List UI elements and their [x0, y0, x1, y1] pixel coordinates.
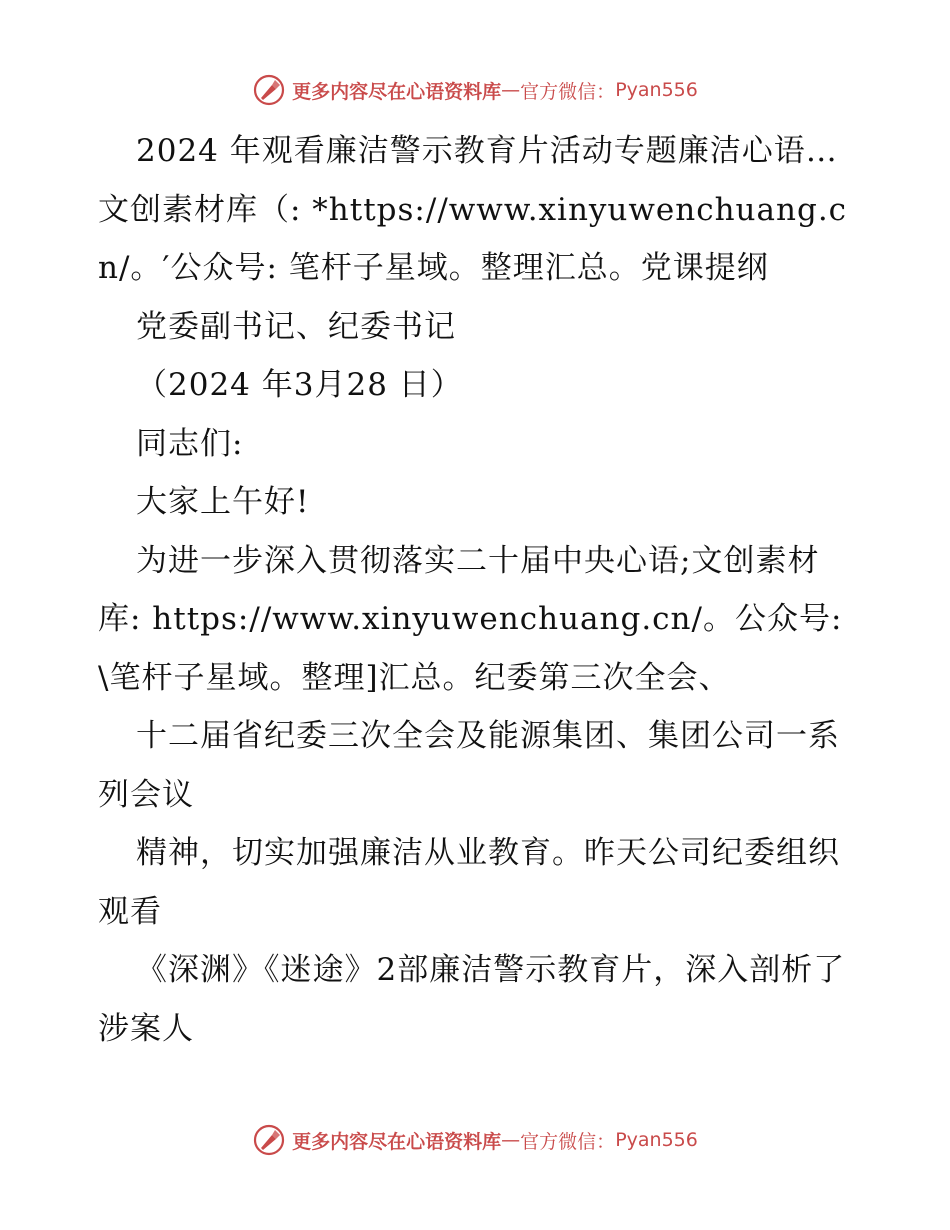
watermark-separator: —: [501, 1129, 521, 1151]
author-line: 党委副书记、纪委书记: [136, 308, 456, 345]
footer-watermark: [0, 1120, 950, 1160]
date-line: （2024 年3月28 日）: [136, 367, 463, 403]
watermark-brand-text: 更多内容尽在心语资料库: [292, 80, 502, 103]
watermark-separator: —: [501, 79, 521, 101]
watermark-brand-text: 更多内容尽在心语资料库: [292, 1130, 502, 1153]
watermark-wechat-label: 官方微信：: [520, 80, 616, 103]
body-paragraph: 为进一步深入贯彻落实二十届中央心语;文创素材库: https://www.xinyuwenchuang.cn/。公众号: \笔杆子星域。整理]汇总。纪委第三次全会、: [98, 542, 843, 696]
watermark-wechat-id: Pyan556: [615, 1129, 698, 1151]
salutation: 同志们:: [136, 425, 244, 462]
pen-nib-logo-icon: [252, 73, 286, 107]
body-paragraph: 《深渊》《迷途》2部廉洁警示教育片，深入剖析了涉案人: [98, 952, 846, 1047]
pen-nib-logo-icon: [252, 1123, 286, 1157]
body-paragraph: 精神，切实加强廉洁从业教育。昨天公司纪委组织观看: [98, 835, 840, 930]
greeting: 大家上午好!: [136, 484, 310, 520]
watermark-wechat-label: 官方微信：: [520, 1130, 616, 1153]
document-title-paragraph: 2024 年观看廉洁警示教育片活动专题廉洁心语…文创素材库（: *https://www.xinyuwenchuang.cn/。′公众号: 笔杆子星域。整理汇总。党课提纲: [98, 133, 848, 286]
watermark-wechat-id: Pyan556: [615, 79, 698, 101]
header-watermark: [0, 70, 950, 110]
document-body: [98, 122, 858, 1058]
body-paragraph: 十二届省纪委三次全会及能源集团、集团公司一系列会议: [98, 718, 840, 813]
